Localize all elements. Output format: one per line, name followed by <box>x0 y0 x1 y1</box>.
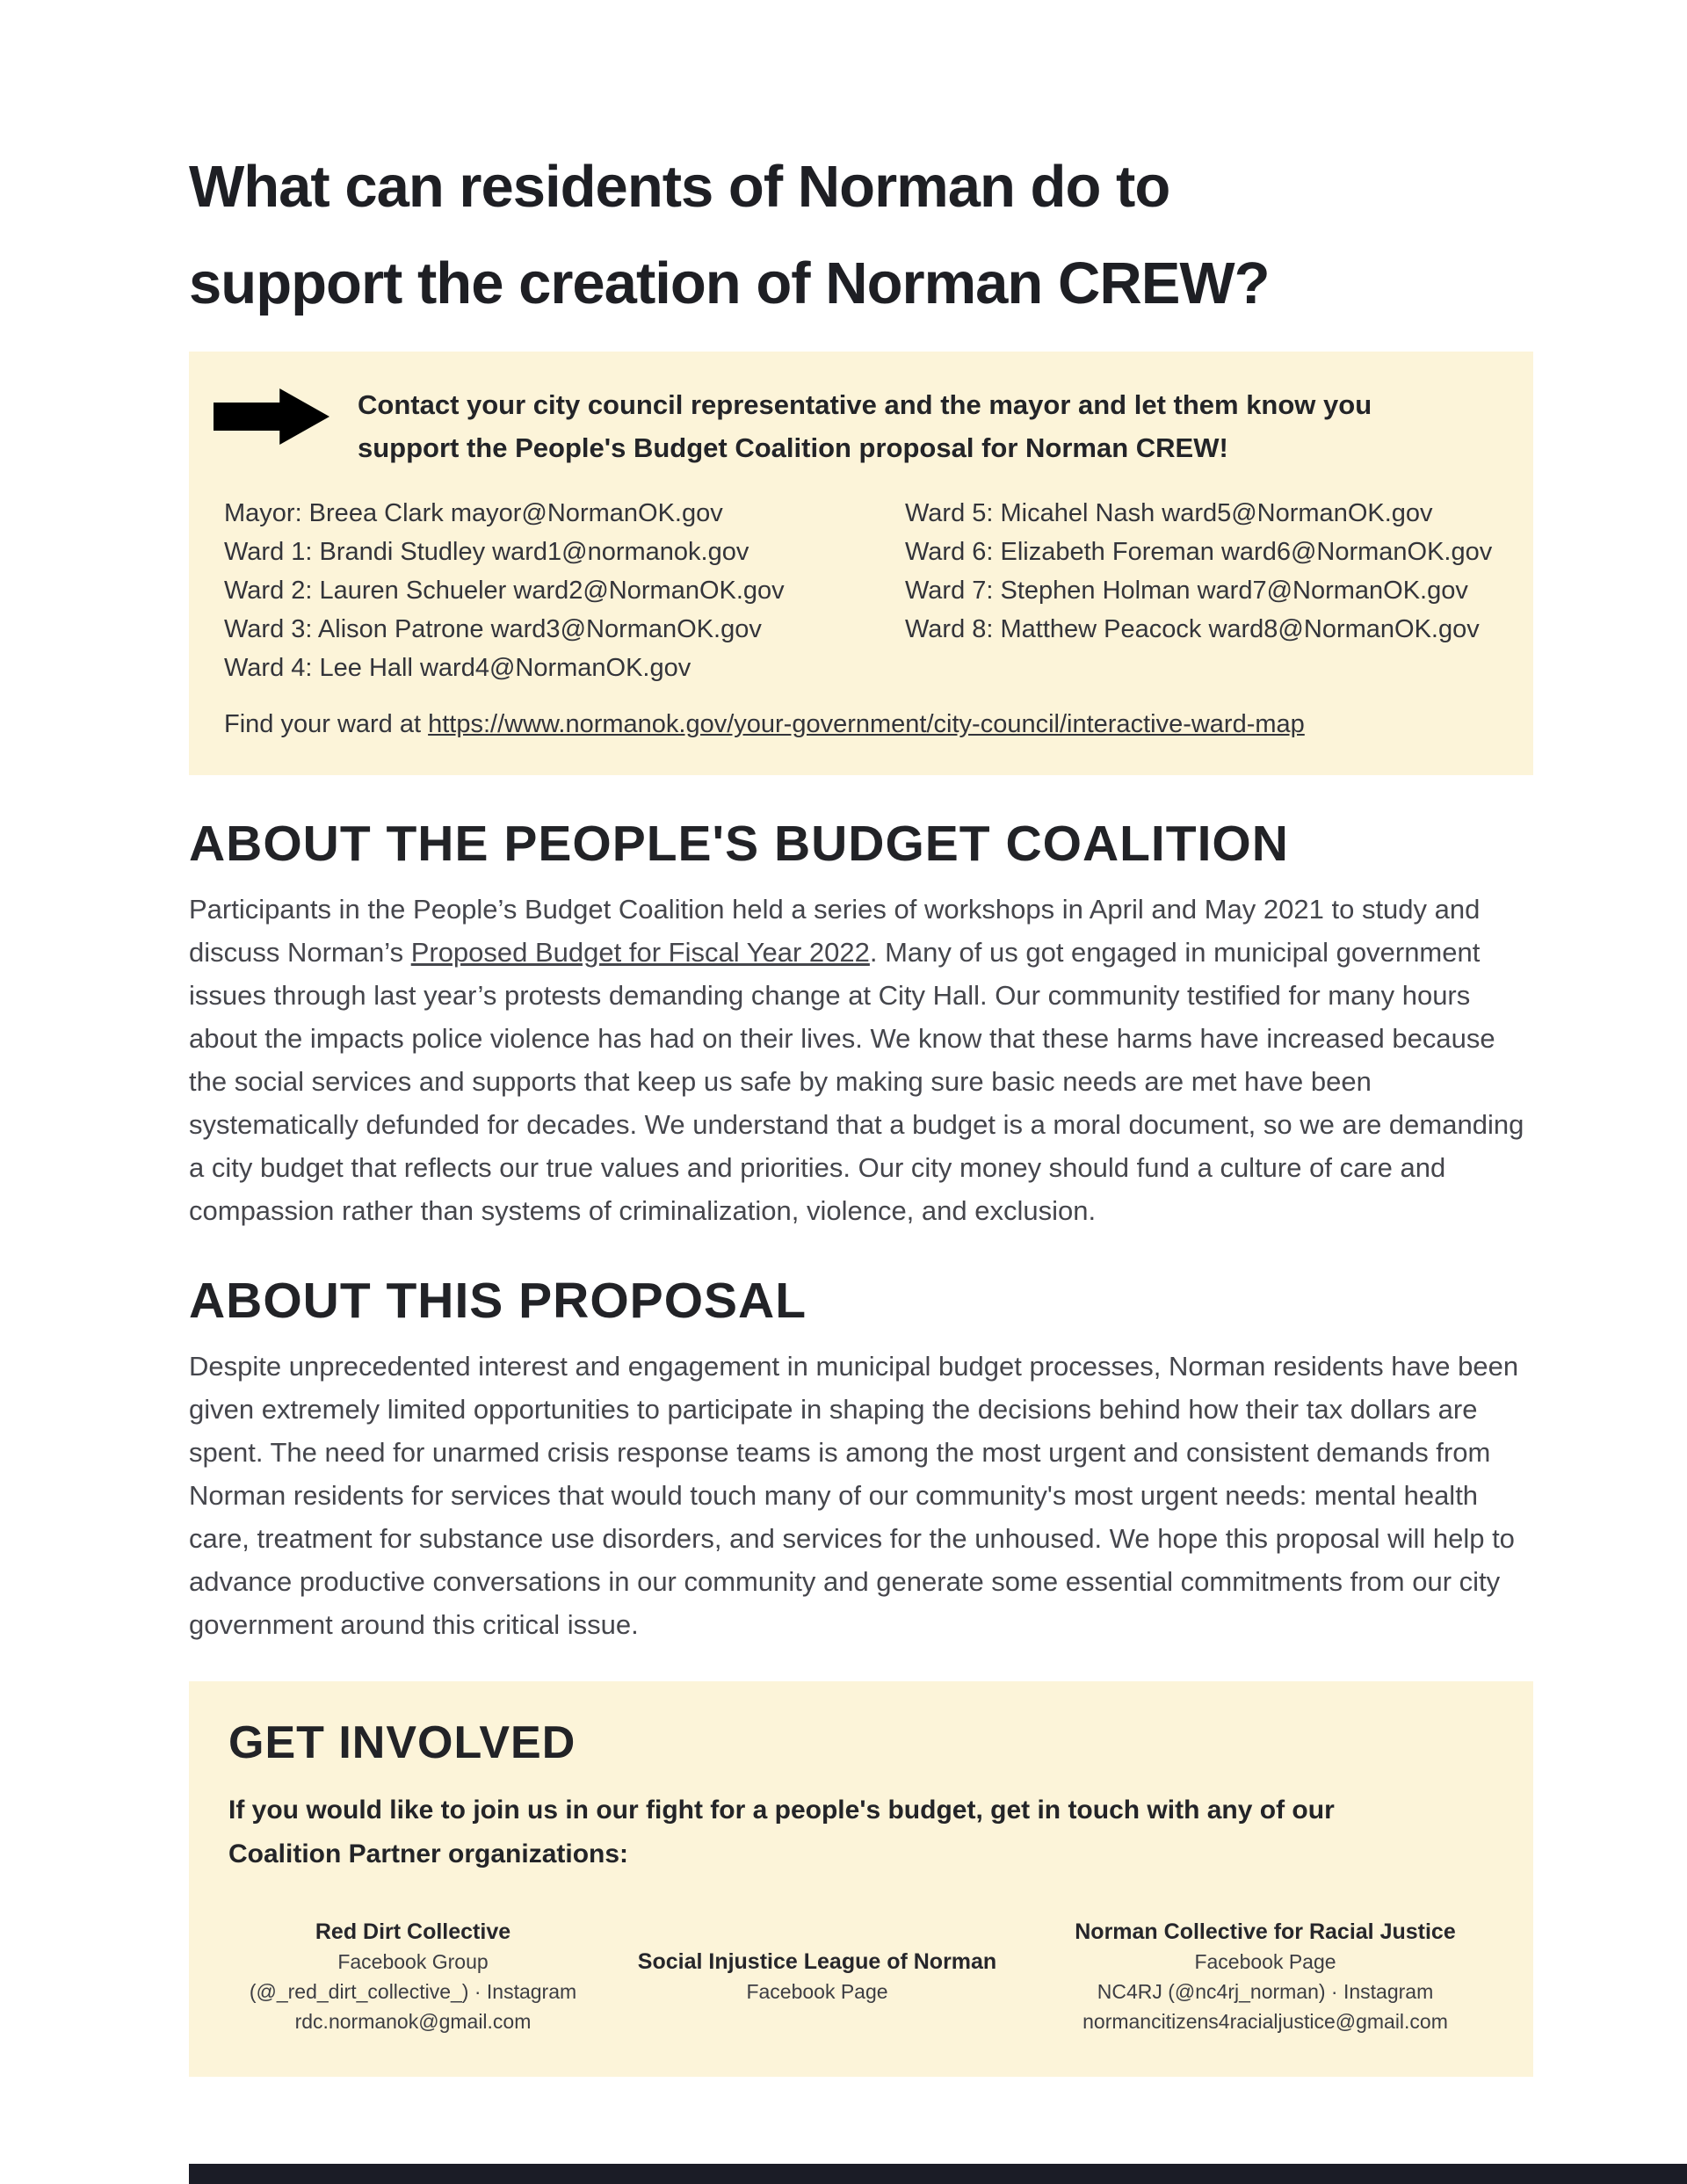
contact-line-ward1: Ward 1: Brandi Studley ward1@normanok.gov <box>224 538 749 566</box>
partner-detail: rdc.normanok@gmail.com <box>294 2010 532 2033</box>
budget-document-link[interactable]: Proposed Budget for Fiscal Year 2022 <box>410 937 870 968</box>
partner-norman-collective-racial-justice <box>1037 1917 1494 2036</box>
callout-line: support the People's Budget Coalition proposal for Norman CREW! <box>358 432 1228 463</box>
page-title-line2: support the creation of Norman CREW? <box>189 250 1270 316</box>
partner-name: Social Injustice League of Norman <box>637 1949 997 1974</box>
callout-row <box>214 383 1494 469</box>
page-title-line1: What can residents of Norman do to <box>189 154 1170 220</box>
coalition-paragraph-end: . Many of us got engaged in municipal government issues through last year’s protests demanding change at City Hall. Our community testified for many hours about the impacts police violence has had on their lives. We know that these harms have increased because the social services and supports that keep us safe by making sure basic needs are met have been systematically defunded for decades. We understand that a budget is a moral document, so we are demanding a city budget that reflects our true values and priorities. Our city money should fund a culture of care and compassion rather than systems of criminalization, violence, and exclusion. <box>189 937 1524 1226</box>
contact-column-right <box>905 494 1492 687</box>
contact-line-ward4: Ward 4: Lee Hall ward4@NormanOK.gov <box>224 654 691 682</box>
partner-organizations <box>228 1917 1494 2036</box>
contact-column-left <box>224 494 905 687</box>
partner-detail: Facebook Page <box>746 1980 888 2003</box>
get-involved-intro <box>228 1789 1494 1876</box>
coalition-paragraph <box>189 888 1533 1232</box>
partner-detail: Facebook Page <box>1194 1950 1336 1973</box>
get-involved-intro-line2: Coalition Partner organizations: <box>228 1839 629 1868</box>
contact-line-ward7: Ward 7: Stephen Holman ward7@NormanOK.gov <box>905 577 1468 605</box>
callout-line: Contact your city council representative and the mayor and let them know you <box>358 389 1372 420</box>
section-heading-coalition: ABOUT THE PEOPLE'S BUDGET COALITION <box>189 816 1289 872</box>
find-ward-prefix: Find your ward at <box>224 710 429 738</box>
section-heading-proposal: ABOUT THIS PROPOSAL <box>189 1273 807 1329</box>
contact-line-ward6: Ward 6: Elizabeth Foreman ward6@NormanOK.gov <box>905 538 1493 566</box>
partner-name: Red Dirt Collective <box>315 1919 511 1944</box>
partner-detail: Facebook Group <box>337 1950 489 1973</box>
arrow-right-icon <box>214 388 329 445</box>
page-title <box>189 139 1533 332</box>
contact-line-ward3: Ward 3: Alison Patrone ward3@NormanOK.gov <box>224 615 762 643</box>
contact-line-ward5: Ward 5: Micahel Nash ward5@NormanOK.gov <box>905 499 1433 527</box>
partner-red-dirt-collective <box>228 1917 597 2036</box>
contact-line-mayor: Mayor: Breea Clark mayor@NormanOK.gov <box>224 499 723 527</box>
contact-callout-box <box>189 352 1533 775</box>
get-involved-box <box>189 1681 1533 2077</box>
proposal-paragraph: Despite unprecedented interest and engagement in municipal budget processes, Norman residents have been given extremely limited opportunities to participate in shaping the decisions behind how their tax dollars are spent. The need for unarmed crisis response teams is among the most urgent and consistent demands from Norman residents for services that would touch many of our community's most urgent needs: mental health care, treatment for substance use disorders, and services for the unhoused. We hope this proposal will help to advance productive conversations in our community and generate some essential commitments from our city government around this critical issue. <box>189 1351 1519 1640</box>
partner-detail: NC4RJ (@nc4rj_norman) · Instagram <box>1097 1980 1434 2003</box>
contact-line-ward2: Ward 2: Lauren Schueler ward2@NormanOK.gov <box>224 577 785 605</box>
partner-detail: normancitizens4racialjustice@gmail.com <box>1082 2010 1448 2033</box>
partner-name: Norman Collective for Racial Justice <box>1075 1919 1456 1944</box>
next-page-edge-bar <box>189 2164 1687 2184</box>
partner-social-injustice-league <box>597 1947 1037 2006</box>
coalition-paragraph-start: Participants in the People’s Budget Coalition held a series of workshops in April and May 2021 to study and discuss Norman’s <box>189 894 1481 968</box>
find-ward-line <box>224 707 1494 742</box>
get-involved-intro-line1: If you would like to join us in our fight for a people's budget, get in touch with any of our <box>228 1796 1335 1825</box>
get-involved-heading: GET INVOLVED <box>228 1717 576 1768</box>
ward-map-link[interactable]: https://www.normanok.gov/your-government/city-council/interactive-ward-map <box>428 710 1305 738</box>
partner-detail: (@_red_dirt_collective_) · Instagram <box>249 1980 577 2003</box>
council-contact-list <box>224 494 1494 687</box>
contact-line-ward8: Ward 8: Matthew Peacock ward8@NormanOK.gov <box>905 615 1480 643</box>
callout-text <box>358 383 1372 469</box>
